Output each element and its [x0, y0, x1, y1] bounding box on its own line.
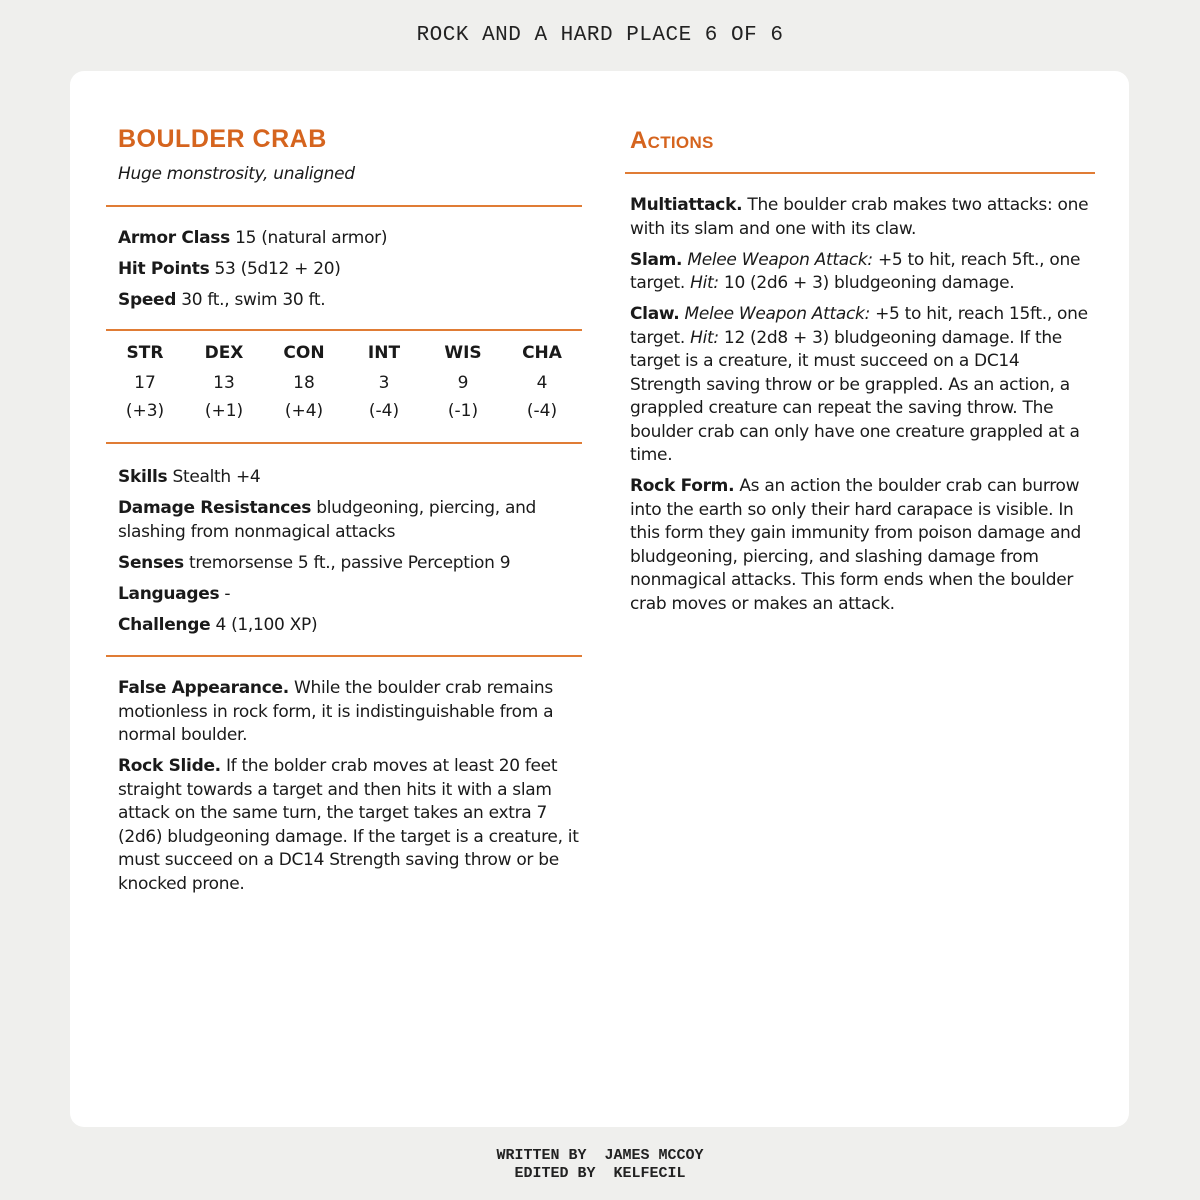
- skills-line: [118, 466, 580, 490]
- hit-text: 12 (2d8 + 3) bludgeoning damage. If the target is a creature, it must succeed on a DC14 Strength saving throw or be grappled. As an action, a grappled creature can repeat the saving throw. The boulder crab can only have one creature grappled at a time.: [630, 327, 1080, 465]
- action-rock-form: [630, 475, 1092, 616]
- armor-class-label: Armor Class: [118, 228, 230, 248]
- hit-label: Hit:: [690, 327, 719, 348]
- ability-modifier: (-4): [368, 401, 400, 421]
- ability-name: STR: [126, 343, 164, 363]
- trait-text: If the bolder crab moves at least 20 feet straight towards a target and then hits it with a slam attack on the same turn, the target takes an extra 7 (2d6) bludgeoning damage. If the target is a creature, it must succeed on a DC14 Strength saving throw or be knocked prone.: [118, 756, 579, 894]
- damage-resistances-value: bludgeoning, piercing, and slashing from nonmagical attacks: [118, 498, 537, 542]
- edited-by-credit: EDITED BY KELFECIL: [514, 1165, 686, 1182]
- ability-str: [115, 343, 175, 429]
- trait-name: False Appearance.: [118, 678, 289, 698]
- trait-false-appearance: [118, 677, 580, 748]
- hit-points-label: Hit Points: [118, 259, 210, 279]
- action-slam: [630, 249, 1092, 296]
- attack-type: Melee Weapon Attack:: [684, 304, 870, 324]
- core-stats: [118, 227, 578, 320]
- ability-dex: [194, 343, 254, 429]
- senses-label: Senses: [118, 552, 184, 573]
- ability-modifier: (-1): [447, 401, 479, 421]
- ability-name: DEX: [204, 343, 244, 363]
- ability-name: WIS: [444, 343, 482, 363]
- credits: [0, 1147, 1200, 1183]
- attack-type: Melee Weapon Attack:: [687, 249, 873, 270]
- skills-label: Skills: [118, 467, 168, 487]
- trait-rock-slide: [118, 755, 580, 896]
- hit-label: Hit:: [690, 273, 719, 293]
- written-by-credit: WRITTEN BY JAMES MCCOY: [496, 1147, 704, 1164]
- ability-name: INT: [367, 343, 401, 363]
- action-name: Multiattack.: [630, 195, 743, 215]
- damage-resistances-line: [118, 497, 580, 544]
- ability-modifier: (+4): [284, 401, 324, 421]
- monster-type: Huge monstrosity, unaligned: [118, 164, 355, 184]
- ability-con: [274, 343, 334, 429]
- skills-value: Stealth +4: [172, 467, 261, 487]
- stat-block-card: [70, 71, 1129, 1127]
- damage-resistances-label: Damage Resistances: [118, 498, 312, 518]
- trait-text: While the boulder crab remains motionless in rock form, it is indistinguishable from a normal boulder.: [118, 678, 554, 745]
- divider-rule: [106, 442, 582, 444]
- speed-line: [118, 289, 578, 313]
- speed-value: 30 ft., swim 30 ft.: [181, 290, 326, 310]
- actions-heading: Actions: [630, 127, 714, 154]
- action-multiattack: [630, 194, 1092, 241]
- divider-rule: [106, 205, 582, 207]
- action-text: The boulder crab makes two attacks: one with its slam and one with its claw.: [630, 195, 1089, 239]
- challenge-value: 4 (1,100 XP): [215, 614, 318, 635]
- ability-modifier: (+3): [125, 401, 165, 421]
- divider-rule: [106, 655, 582, 657]
- speed-label: Speed: [118, 290, 177, 310]
- hit-points-value: 53 (5d12 + 20): [214, 259, 341, 279]
- action-text: As an action the boulder crab can burrow into the earth so only their hard carapace is visible. In this form they gain immunity from poison damage and bludgeoning, piercing, and slashing damage from nonmagical attacks. This form ends when the boulder crab moves or makes an attack.: [630, 476, 1082, 614]
- attack-text: +5 to hit, reach 5ft., one target.: [630, 249, 1081, 293]
- ability-cha: [512, 343, 572, 429]
- ability-score: 18: [293, 373, 315, 393]
- senses-line: [118, 552, 580, 576]
- ability-name: CHA: [522, 343, 562, 363]
- hit-points-line: [118, 258, 578, 282]
- languages-label: Languages: [118, 583, 220, 604]
- monster-name: BOULDER CRAB: [118, 125, 327, 153]
- ability-score: 13: [213, 373, 235, 393]
- armor-class-line: [118, 227, 578, 251]
- languages-value: -: [224, 583, 231, 604]
- action-name: Slam.: [630, 249, 683, 270]
- action-name: Rock Form.: [630, 476, 735, 496]
- ability-modifier: (-4): [526, 401, 558, 421]
- actions-section: [630, 194, 1092, 624]
- ability-score: 17: [134, 373, 156, 393]
- languages-line: [118, 583, 580, 607]
- action-claw: [630, 303, 1092, 468]
- trait-name: Rock Slide.: [118, 756, 221, 776]
- monster-properties: [118, 466, 580, 645]
- divider-rule: [106, 329, 582, 331]
- ability-name: CON: [283, 343, 325, 363]
- challenge-label: Challenge: [118, 614, 211, 635]
- ability-score: 9: [457, 373, 469, 393]
- traits-section: [118, 677, 580, 904]
- attack-text: +5 to hit, reach 15ft., one target.: [630, 304, 1088, 348]
- action-name: Claw.: [630, 304, 680, 324]
- armor-class-value: 15 (natural armor): [235, 228, 388, 248]
- ability-int: [354, 343, 414, 429]
- ability-score: 3: [378, 373, 390, 393]
- divider-rule: [625, 172, 1095, 174]
- challenge-line: [118, 614, 580, 638]
- ability-wis: [433, 343, 493, 429]
- page-header-title: ROCK AND A HARD PLACE 6 OF 6: [416, 24, 784, 47]
- ability-score: 4: [536, 373, 548, 393]
- hit-text: 10 (2d6 + 3) bludgeoning damage.: [723, 273, 1015, 293]
- senses-value: tremorsense 5 ft., passive Perception 9: [188, 552, 511, 573]
- ability-modifier: (+1): [204, 401, 244, 421]
